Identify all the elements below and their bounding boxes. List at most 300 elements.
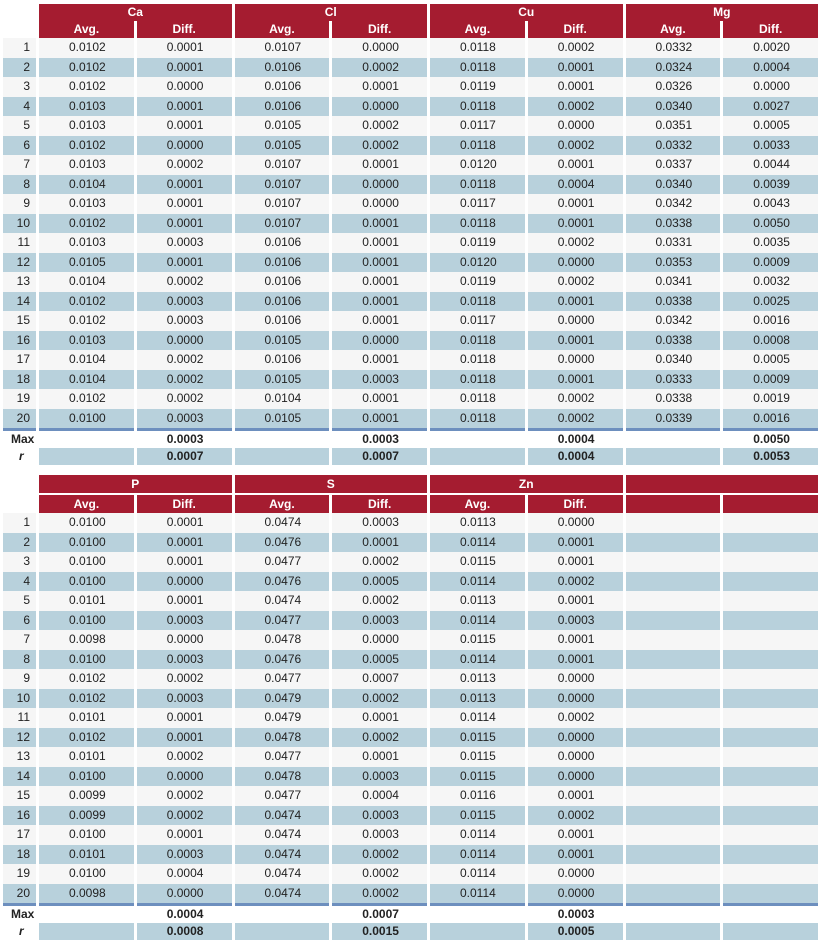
value-cell: 0.0118 [430,136,525,156]
value-cell: 0.0008 [723,331,818,351]
value-cell [626,864,721,884]
value-cell: 0.0001 [528,331,623,351]
value-cell: 0.0002 [528,806,623,826]
value-cell: 0.0331 [626,233,721,253]
value-cell: 0.0100 [39,552,134,572]
value-cell: 0.0000 [332,175,427,195]
value-cell: 0.0338 [626,331,721,351]
row-index: 17 [3,350,36,370]
corner-cell [3,4,36,21]
value-cell: 0.0100 [39,409,134,429]
value-cell [723,728,818,748]
value-cell [626,533,721,553]
value-cell: 0.0477 [235,786,330,806]
value-cell: 0.0115 [430,747,525,767]
table-row [3,572,818,592]
value-cell: 0.0118 [430,38,525,58]
value-cell: 0.0002 [332,552,427,572]
max-row [3,428,818,448]
value-cell: 0.0102 [39,728,134,748]
value-cell: 0.0033 [723,136,818,156]
row-index: 11 [3,708,36,728]
row-index: 16 [3,806,36,826]
value-cell: 0.0002 [137,747,232,767]
value-cell: 0.0005 [723,350,818,370]
value-cell: 0.0000 [332,38,427,58]
value-cell: 0.0100 [39,650,134,670]
value-cell: 0.0002 [332,136,427,156]
max-label: Max [3,428,36,448]
value-cell: 0.0032 [723,272,818,292]
value-cell: 0.0118 [430,214,525,234]
column-subheader: Avg. [235,21,330,38]
value-cell: 0.0004 [723,58,818,78]
value-cell: 0.0044 [723,155,818,175]
value-cell: 0.0113 [430,513,525,533]
value-cell: 0.0476 [235,572,330,592]
value-cell: 0.0001 [137,591,232,611]
value-cell: 0.0100 [39,513,134,533]
value-cell: 0.0106 [235,311,330,331]
value-cell: 0.0113 [430,591,525,611]
value-cell: 0.0114 [430,884,525,904]
r-value: 0.0008 [137,923,232,940]
value-cell: 0.0001 [332,214,427,234]
value-cell: 0.0114 [430,864,525,884]
value-cell [723,689,818,709]
column-subheader: Diff. [528,493,623,513]
value-cell: 0.0118 [430,292,525,312]
value-cell: 0.0002 [137,272,232,292]
value-cell: 0.0001 [137,513,232,533]
table-row [3,864,818,884]
value-cell: 0.0103 [39,155,134,175]
value-cell: 0.0105 [235,136,330,156]
table-row [3,533,818,553]
value-cell: 0.0340 [626,175,721,195]
value-cell: 0.0000 [332,630,427,650]
value-cell: 0.0478 [235,728,330,748]
r-row [3,448,818,465]
value-cell: 0.0105 [235,409,330,429]
value-cell: 0.0106 [235,97,330,117]
value-cell [626,650,721,670]
value-cell: 0.0338 [626,292,721,312]
corner-cell [3,473,36,493]
table-row [3,292,818,312]
row-index: 7 [3,630,36,650]
value-cell: 0.0106 [235,233,330,253]
value-cell: 0.0119 [430,233,525,253]
value-cell [723,806,818,826]
value-cell: 0.0000 [528,669,623,689]
table-row [3,708,818,728]
value-cell: 0.0001 [332,409,427,429]
value-cell [626,884,721,904]
value-cell: 0.0474 [235,845,330,865]
r-spacer [430,448,525,465]
element-header: Cl [235,4,428,21]
value-cell: 0.0007 [332,669,427,689]
value-cell: 0.0001 [528,58,623,78]
value-cell: 0.0102 [39,214,134,234]
value-cell: 0.0118 [430,409,525,429]
value-cell [626,572,721,592]
value-cell: 0.0104 [39,350,134,370]
value-cell: 0.0102 [39,136,134,156]
row-index: 1 [3,513,36,533]
value-cell: 0.0001 [332,350,427,370]
value-cell: 0.0114 [430,708,525,728]
row-index: 4 [3,572,36,592]
row-index: 9 [3,194,36,214]
row-index: 6 [3,611,36,631]
column-subheader: Avg. [39,21,134,38]
value-cell: 0.0000 [137,572,232,592]
value-cell: 0.0104 [39,175,134,195]
row-index: 7 [3,155,36,175]
value-cell: 0.0326 [626,77,721,97]
r-value [723,923,818,940]
column-subheader: Diff. [137,493,232,513]
value-cell: 0.0001 [332,708,427,728]
max-spacer [235,428,330,448]
row-index: 3 [3,77,36,97]
r-spacer [626,923,721,940]
table-row [3,116,818,136]
value-cell [723,572,818,592]
value-cell [723,552,818,572]
row-index: 2 [3,58,36,78]
max-value: 0.0003 [137,428,232,448]
value-cell: 0.0340 [626,350,721,370]
value-cell [626,689,721,709]
value-cell: 0.0001 [528,292,623,312]
row-index: 8 [3,175,36,195]
value-cell: 0.0009 [723,370,818,390]
column-subheader: Diff. [332,493,427,513]
value-cell: 0.0099 [39,806,134,826]
value-cell: 0.0000 [137,136,232,156]
value-cell: 0.0105 [235,331,330,351]
value-cell [723,611,818,631]
value-cell [723,650,818,670]
table-row [3,825,818,845]
value-cell: 0.0001 [137,728,232,748]
value-cell: 0.0100 [39,533,134,553]
value-cell: 0.0000 [528,689,623,709]
max-value: 0.0007 [332,903,427,923]
value-cell: 0.0342 [626,194,721,214]
value-cell: 0.0098 [39,630,134,650]
value-cell: 0.0353 [626,253,721,273]
table-row [3,884,818,904]
value-cell [723,845,818,865]
value-cell: 0.0104 [39,370,134,390]
value-cell [723,825,818,845]
value-cell: 0.0001 [528,845,623,865]
value-cell: 0.0001 [332,272,427,292]
value-cell: 0.0115 [430,552,525,572]
value-cell: 0.0016 [723,409,818,429]
table-row [3,611,818,631]
value-cell [723,767,818,787]
value-cell: 0.0000 [528,513,623,533]
value-cell: 0.0000 [137,331,232,351]
r-spacer [626,448,721,465]
r-spacer [39,448,134,465]
value-cell [626,825,721,845]
r-label: r [3,448,36,465]
value-cell: 0.0476 [235,650,330,670]
value-cell: 0.0002 [332,116,427,136]
table-row [3,669,818,689]
max-value: 0.0003 [528,903,623,923]
value-cell: 0.0002 [528,38,623,58]
value-cell: 0.0114 [430,533,525,553]
value-cell: 0.0000 [528,767,623,787]
value-cell: 0.0114 [430,572,525,592]
table-row [3,806,818,826]
value-cell: 0.0477 [235,552,330,572]
value-cell: 0.0117 [430,311,525,331]
value-cell: 0.0477 [235,611,330,631]
value-cell [723,669,818,689]
r-value: 0.0005 [528,923,623,940]
value-cell [723,630,818,650]
value-cell: 0.0474 [235,513,330,533]
value-cell: 0.0107 [235,214,330,234]
value-cell [626,513,721,533]
value-cell: 0.0118 [430,97,525,117]
row-index: 18 [3,845,36,865]
value-cell: 0.0002 [332,728,427,748]
row-index: 20 [3,884,36,904]
value-cell: 0.0099 [39,786,134,806]
value-cell: 0.0003 [137,292,232,312]
value-cell: 0.0002 [528,272,623,292]
value-cell: 0.0003 [137,409,232,429]
value-cell: 0.0105 [235,370,330,390]
table-row [3,233,818,253]
max-spacer [626,428,721,448]
value-cell: 0.0001 [332,311,427,331]
value-cell [723,513,818,533]
value-cell: 0.0002 [137,155,232,175]
value-cell: 0.0027 [723,97,818,117]
value-cell: 0.0003 [137,311,232,331]
value-cell: 0.0002 [137,669,232,689]
table-row [3,513,818,533]
value-cell: 0.0002 [528,389,623,409]
value-cell: 0.0004 [137,864,232,884]
value-cell: 0.0001 [332,747,427,767]
value-cell [626,591,721,611]
table-row [3,214,818,234]
row-index: 4 [3,97,36,117]
value-cell: 0.0003 [137,845,232,865]
value-cell [723,533,818,553]
value-cell: 0.0119 [430,272,525,292]
value-cell: 0.0001 [137,825,232,845]
table-row [3,58,818,78]
value-cell: 0.0114 [430,845,525,865]
value-cell: 0.0340 [626,97,721,117]
value-cell: 0.0002 [332,58,427,78]
value-cell: 0.0337 [626,155,721,175]
value-cell [626,786,721,806]
value-cell: 0.0001 [528,650,623,670]
table-row [3,155,818,175]
value-cell: 0.0000 [137,77,232,97]
value-cell: 0.0101 [39,591,134,611]
value-cell [626,669,721,689]
elements-table-bottom [0,473,821,940]
value-cell: 0.0001 [332,292,427,312]
value-cell: 0.0004 [528,175,623,195]
value-cell: 0.0342 [626,311,721,331]
value-cell: 0.0106 [235,350,330,370]
value-cell: 0.0003 [332,513,427,533]
value-cell: 0.0338 [626,214,721,234]
value-cell: 0.0101 [39,708,134,728]
value-cell: 0.0113 [430,669,525,689]
value-cell: 0.0001 [528,533,623,553]
value-cell: 0.0476 [235,533,330,553]
value-cell: 0.0103 [39,331,134,351]
value-cell: 0.0001 [528,214,623,234]
row-index: 1 [3,38,36,58]
row-index: 6 [3,136,36,156]
value-cell: 0.0001 [332,77,427,97]
value-cell [723,747,818,767]
column-subheader: Diff. [723,21,818,38]
value-cell: 0.0000 [528,253,623,273]
value-cell: 0.0003 [332,767,427,787]
table-row [3,728,818,748]
r-spacer [235,923,330,940]
max-row [3,903,818,923]
column-subheader: Avg. [626,21,721,38]
column-subheader: Avg. [430,493,525,513]
r-spacer [235,448,330,465]
row-index: 20 [3,409,36,429]
value-cell: 0.0118 [430,175,525,195]
value-cell: 0.0120 [430,253,525,273]
value-cell: 0.0043 [723,194,818,214]
table-row [3,253,818,273]
value-cell [723,884,818,904]
table-row [3,845,818,865]
row-index: 9 [3,669,36,689]
value-cell: 0.0000 [137,767,232,787]
value-cell: 0.0107 [235,38,330,58]
r-value: 0.0053 [723,448,818,465]
value-cell: 0.0000 [528,864,623,884]
r-value: 0.0015 [332,923,427,940]
column-subheader: Diff. [332,21,427,38]
value-cell: 0.0016 [723,311,818,331]
value-cell: 0.0106 [235,77,330,97]
value-cell: 0.0002 [528,136,623,156]
r-spacer [430,923,525,940]
value-cell: 0.0104 [235,389,330,409]
value-cell: 0.0118 [430,389,525,409]
table-row [3,97,818,117]
value-cell: 0.0003 [137,650,232,670]
value-cell: 0.0107 [235,194,330,214]
value-cell: 0.0332 [626,38,721,58]
r-row [3,923,818,940]
table-row [3,331,818,351]
r-value: 0.0007 [137,448,232,465]
table-row [3,747,818,767]
value-cell [626,747,721,767]
value-cell [723,786,818,806]
value-cell: 0.0001 [528,825,623,845]
table-row [3,311,818,331]
value-cell: 0.0115 [430,728,525,748]
value-cell: 0.0000 [528,350,623,370]
value-cell: 0.0001 [528,591,623,611]
max-label: Max [3,903,36,923]
max-spacer [430,428,525,448]
value-cell: 0.0002 [137,389,232,409]
max-spacer [39,903,134,923]
value-cell [626,611,721,631]
value-cell: 0.0001 [332,233,427,253]
value-cell: 0.0474 [235,591,330,611]
value-cell [723,864,818,884]
value-cell: 0.0002 [528,233,623,253]
row-index: 17 [3,825,36,845]
max-value: 0.0004 [137,903,232,923]
row-index: 2 [3,533,36,553]
row-index: 11 [3,233,36,253]
table-row [3,689,818,709]
value-cell: 0.0478 [235,767,330,787]
table-row [3,552,818,572]
value-cell: 0.0102 [39,58,134,78]
row-index: 12 [3,253,36,273]
value-cell: 0.0107 [235,155,330,175]
value-cell: 0.0001 [137,58,232,78]
value-cell: 0.0477 [235,747,330,767]
table-row [3,77,818,97]
value-cell: 0.0001 [528,77,623,97]
row-index: 13 [3,272,36,292]
value-cell: 0.0339 [626,409,721,429]
value-cell: 0.0102 [39,77,134,97]
column-subheader: Diff. [528,21,623,38]
row-index: 16 [3,331,36,351]
value-cell: 0.0479 [235,708,330,728]
value-cell: 0.0102 [39,689,134,709]
element-header: P [39,473,232,493]
max-value [723,903,818,923]
table-row [3,194,818,214]
value-cell: 0.0039 [723,175,818,195]
value-cell: 0.0118 [430,331,525,351]
table-row [3,389,818,409]
value-cell: 0.0100 [39,864,134,884]
value-cell: 0.0118 [430,350,525,370]
value-cell: 0.0003 [137,233,232,253]
value-cell: 0.0101 [39,747,134,767]
column-subheader: Diff. [137,21,232,38]
value-cell: 0.0002 [528,409,623,429]
row-index: 14 [3,767,36,787]
